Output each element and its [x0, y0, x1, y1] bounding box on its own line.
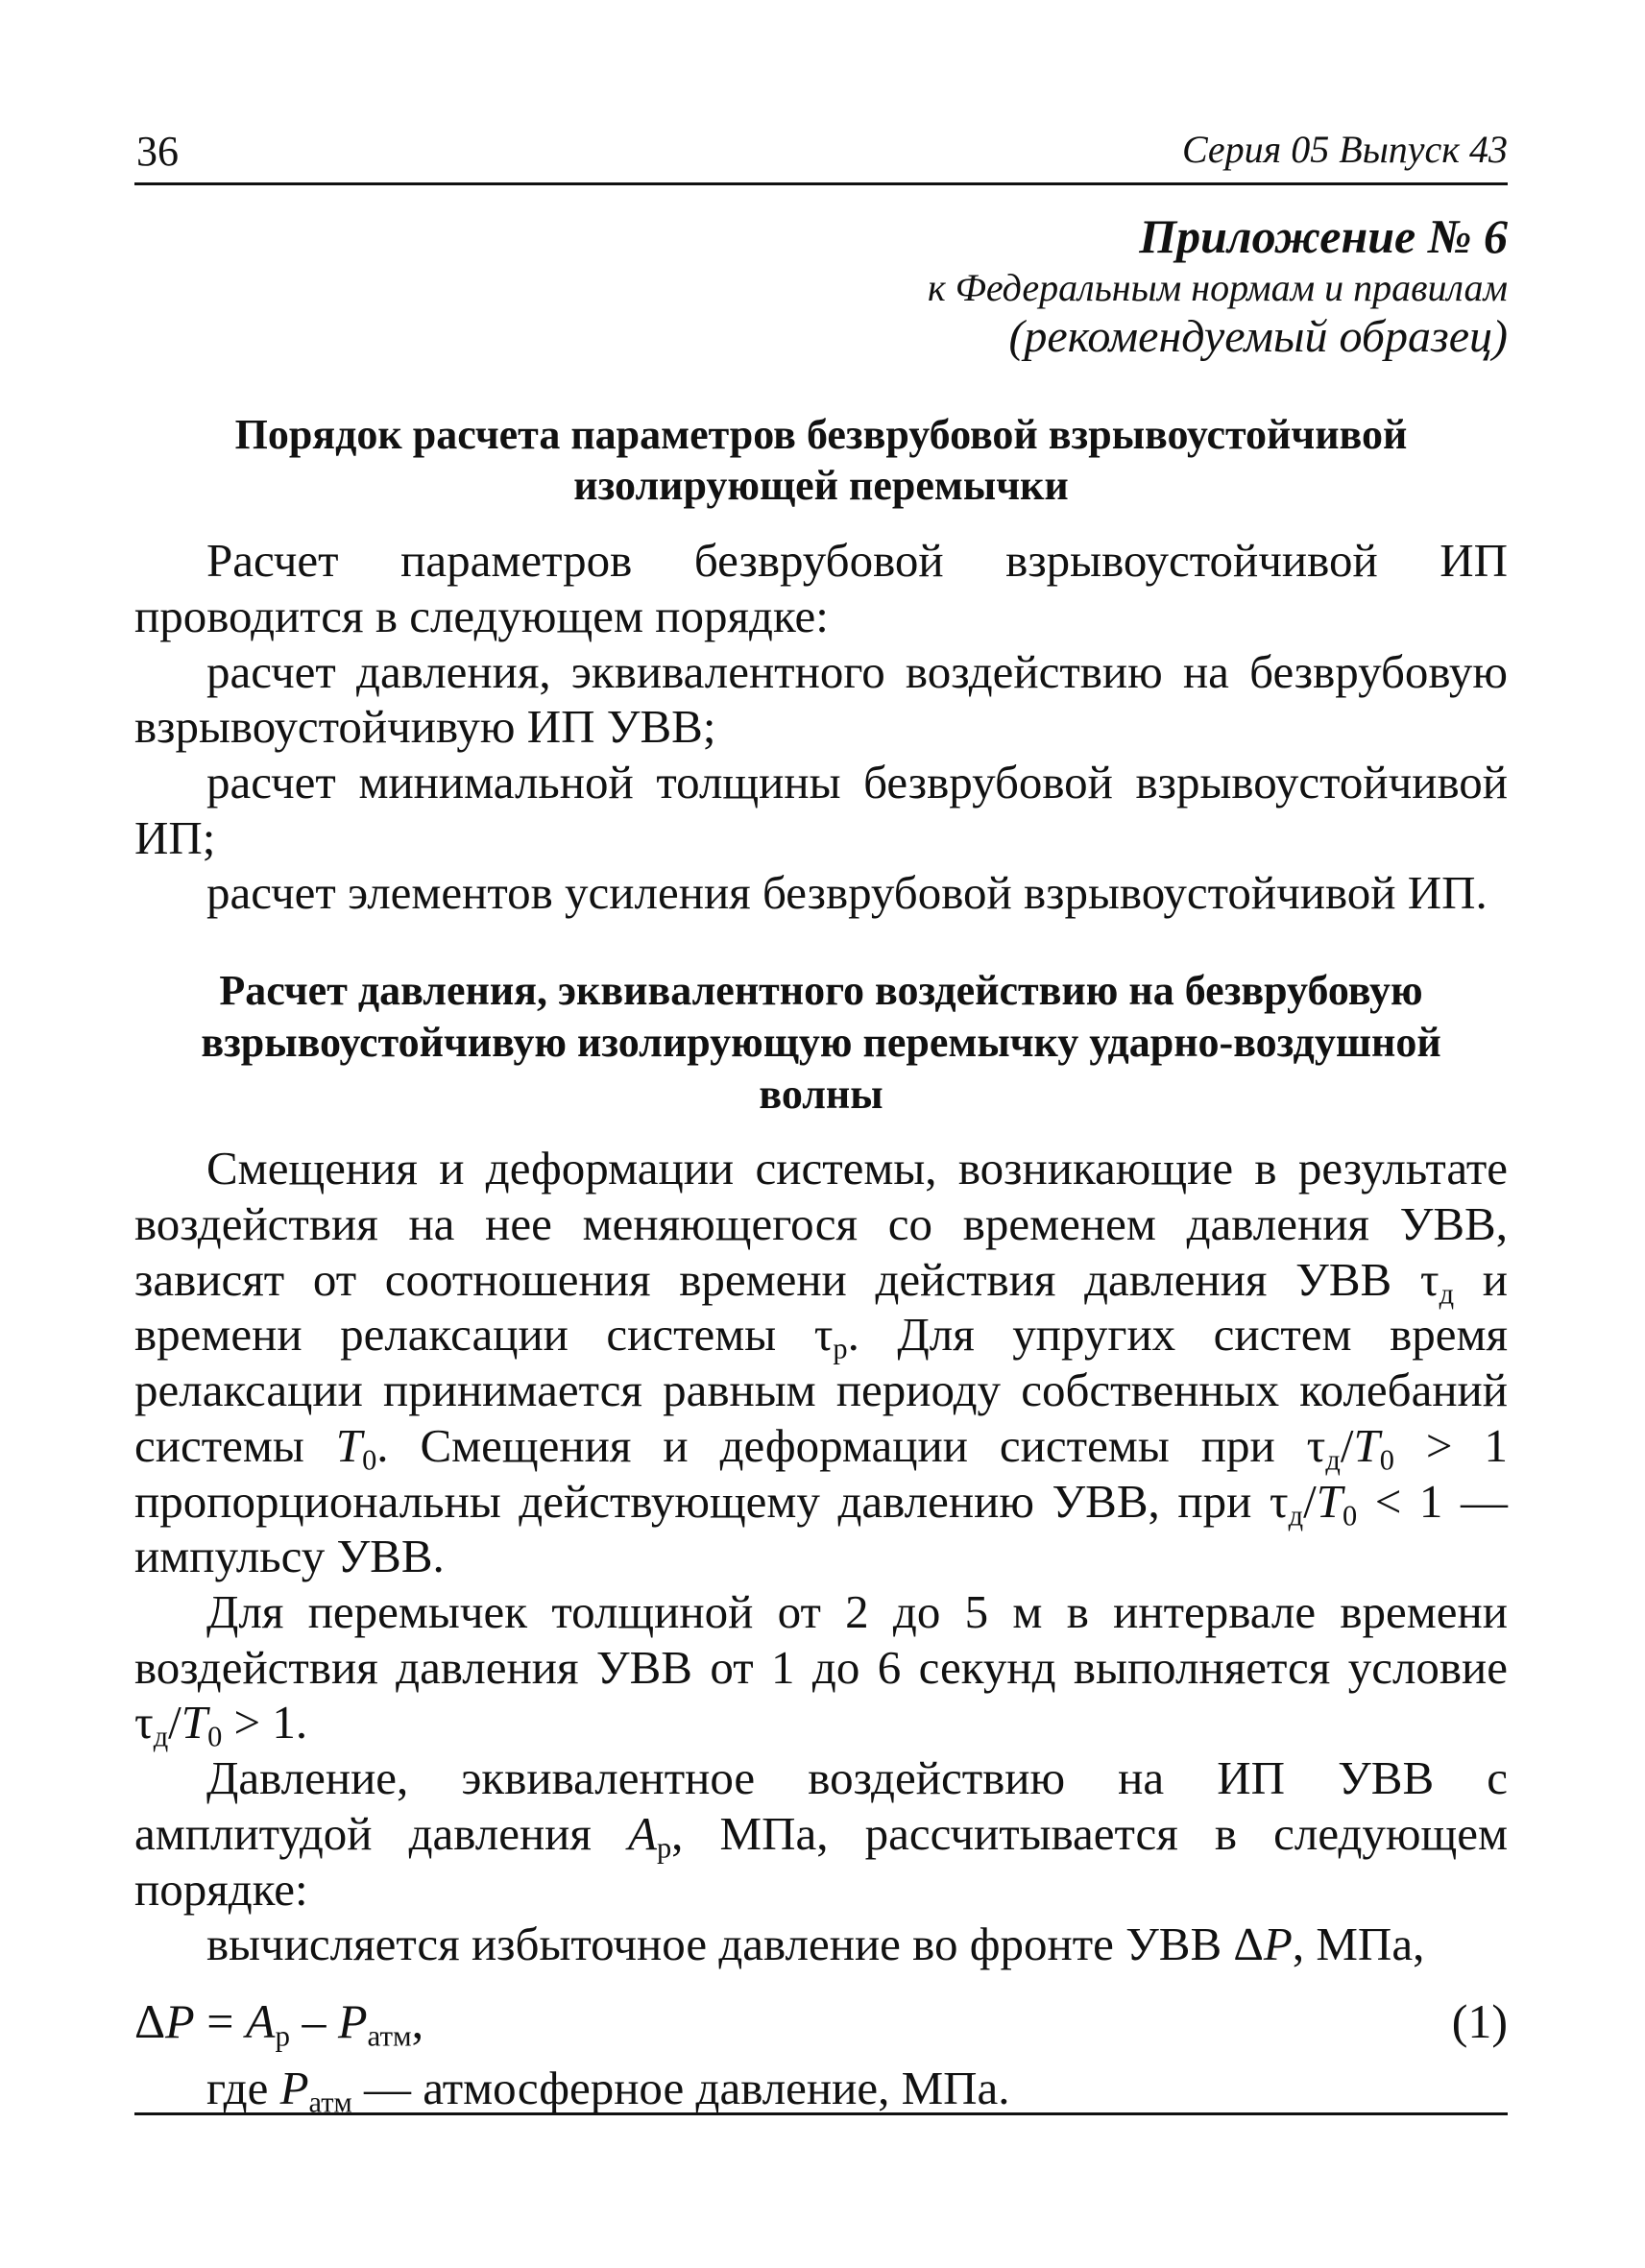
- paragraph: Смещения и деформации системы, возникающие в результате воздействия на нее меняющегося со временем давления УВВ, зависят от соотношения времени действия давления УВВ $\tau_д$ и времени релаксации системы $\tau_р$. Для упругих систем время релаксации принимается равным периоду собственных колебаний системы $T_0$. Смещения и деформации системы при $\tau_д/T_0 > 1$ пропорциональны действующему давлению УВВ, при $\tau_д/T_0 < 1$ — импульсу УВВ.: [134, 1142, 1508, 1583]
- appendix-block: [134, 208, 1508, 365]
- paragraph: Для перемычек толщиной от 2 до 5 м в интервале времени воздействия давления УВВ от 1 до 6 секунд выполняется условие $\tau_д/T_0 > 1$.: [134, 1584, 1508, 1753]
- paragraph: Расчет параметров безврубовой взрывоустойчивой ИП проводится в следующем порядке:: [134, 534, 1508, 642]
- section-2-body: [134, 1141, 1508, 2119]
- paragraph: где $P_{атм}$ — атмосферное давление, МПа.: [206, 2061, 1010, 2119]
- paragraph: расчет элементов усиления безврубовой взрывоустойчивой ИП.: [206, 866, 1488, 920]
- paragraph: Давление, эквивалентное воздействию на ИП УВВ с амплитудой давления $A_p$, МПа, рассчитывается в следующем порядке:: [134, 1751, 1508, 1916]
- appendix-title: Приложение № 6: [1139, 209, 1508, 263]
- formula-expression: $\Delta P = A_p - P_{атм}$,: [134, 1993, 424, 2053]
- appendix-note: (рекомендуемый образец): [1008, 311, 1508, 363]
- page-header: [134, 125, 1508, 185]
- paragraph: расчет минимальной толщины безврубовой взрывоустойчивой ИП;: [134, 756, 1508, 864]
- formula-1: [134, 1988, 1508, 2061]
- section-heading-2: Расчет давления, эквивалентного воздействию на безврубовую взрывоустойчивую изолирующую перемычку ударно-воздушной волны: [201, 967, 1441, 1118]
- paragraph: расчет давления, эквивалентного воздействию на безврубовую взрывоустойчивую ИП УВВ;: [134, 644, 1508, 754]
- formula-number: (1): [1451, 1993, 1508, 2048]
- document-page: [134, 125, 1508, 2119]
- footer-rule: [134, 2112, 1508, 2115]
- section-1-body: [134, 533, 1508, 921]
- paragraph: вычисляется избыточное давление во фронте УВВ ΔP, МПа,: [206, 1918, 1425, 1971]
- appendix-subtitle: к Федеральным нормам и правилам: [928, 266, 1508, 309]
- page-number: 36: [136, 128, 179, 175]
- series-label: Серия 05 Выпуск 43: [1181, 128, 1508, 171]
- section-heading-1: Порядок расчета параметров безврубовой взрывоустойчивой изолирующей перемычки: [234, 410, 1408, 510]
